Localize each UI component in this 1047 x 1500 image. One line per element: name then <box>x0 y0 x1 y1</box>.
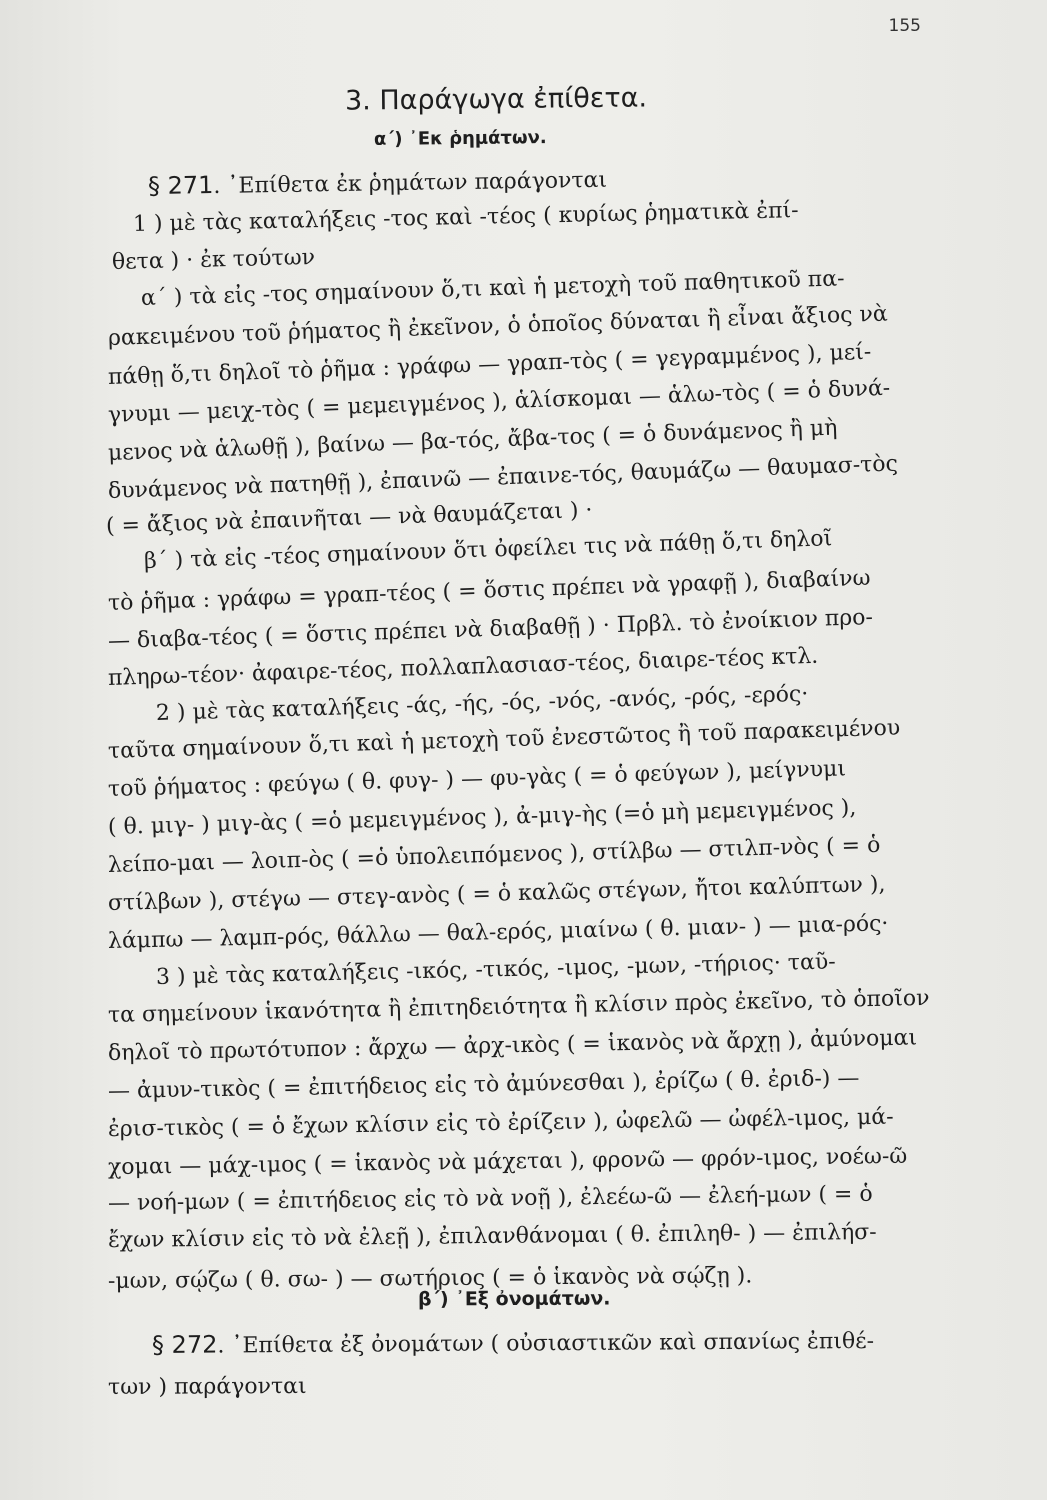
text-line: — νοή-μων ( = ἐπιτήδειος εἰς τὸ νὰ νοῇ ), ἐλεέω-ῶ — ἐλεή-μων ( = ὁ <box>107 1181 873 1216</box>
text-line: ( = ἄξιος νὰ ἐπαινῆται — νὰ θαυμάζεται ) · <box>105 497 593 539</box>
text-line: στίλβων ), στέγω — στεγ-ανὸς ( = ὁ καλῶς στέγων, ἤτοι καλύπτων ), <box>107 872 886 916</box>
subheading-from-nouns: β΄) ᾿Εξ ὀνομάτων. <box>417 1287 611 1311</box>
text-line: 1 ) μὲ τὰς καταλήξεις -τος καὶ -τέος ( κυρίως ῥηματικὰ ἐπί- <box>132 198 799 237</box>
text-line: ταῦτα σημαίνουν ὅ,τι καὶ ἡ μετοχὴ τοῦ ἐνεστῶτος ἢ τοῦ παρακειμένου <box>107 715 901 764</box>
text-line: λείπο-μαι — λοιπ-ὸς ( =ὁ ὑπολειπόμενος ), στίλβω — στιλπ-νὸς ( = ὁ <box>107 832 881 878</box>
text-line: των ) παράγονται <box>107 1373 307 1400</box>
section-number: § 271 <box>147 170 214 200</box>
text-line: τὸ ῥῆμα : γράφω = γραπ-τέος ( = ὅστις πρέπει νὰ γραφῇ ), διαβαίνω <box>107 565 871 616</box>
text-line: α΄ ) τὰ εἰς -τος σημαίνουν ὅ,τι καὶ ἡ μετοχὴ τοῦ παθητικοῦ πα- <box>140 266 845 311</box>
text-line: τοῦ ῥήματος : φεύγω ( θ. φυγ- ) — φυ-γὰς ( = ὁ φεύγων ), μείγνυμι <box>107 756 847 802</box>
text-line: ἔχων κλίσιν εἰς τὸ νὰ ἐλεῇ ), ἐπιλανθάνομαι ( θ. ἐπιληθ- ) — ἐπιλήσ- <box>107 1219 877 1253</box>
text-line: β΄ ) τὰ εἰς -τέος σημαίνουν ὅτι ὀφείλει τις νὰ πάθῃ ὅ,τι δηλοῖ <box>143 526 833 574</box>
text-line: ( θ. μιγ- ) μιγ-ὰς ( =ὁ μεμειγμένος ), ἀ-μιγ-ὴς (=ὁ μὴ μεμειγμένος ), <box>107 795 857 840</box>
text-line: 3 ) μὲ τὰς καταλήξεις -ικός, -τικός, -ιμος, -μων, -τήριος· ταῦ- <box>155 949 836 990</box>
text-line: ἐρισ-τικὸς ( = ὁ ἔχων κλίσιν εἰς τὸ ἐρίζειν ), ὠφελῶ — ὠφέλ-ιμος, μά- <box>107 1104 894 1142</box>
text-line: λάμπω — λαμπ-ρός, θάλλω — θαλ-ερός, μιαίνω ( θ. μιαν- ) — μια-ρός· <box>107 911 889 954</box>
text-line: πληρω-τέον· ἀφαιρε-τέος, πολλαπλασιασ-τέος, διαιρε-τέος κτλ. <box>107 643 819 691</box>
text-line: θετα ) · ἐκ τούτων <box>111 245 316 275</box>
text-line: χομαι — μάχ-ιμος ( = ἱκανὸς νὰ μάχεται ), φρονῶ — φρόν-ιμος, νοέω-ῶ <box>107 1143 908 1180</box>
text-line: γνυμι — μειχ-τὸς ( = μεμειγμένος ), ἁλίσκομαι — ἁλω-τὸς ( = ὁ δυνά- <box>107 375 891 428</box>
text-line: ρακειμένου τοῦ ῥήματος ἢ ἐκεῖνον, ὁ ὁποῖος δύναται ἢ εἶναι ἄξιος νὰ <box>107 301 889 351</box>
text-line: δηλοῖ τὸ πρωτότυπον : ἄρχω — ἀρχ-ικὸς ( = ἱκανὸς νὰ ἄρχῃ ), ἀμύνομαι <box>107 1025 918 1066</box>
text-line: πάθῃ ὅ,τι δηλοῖ τὸ ῥῆμα : γράφω — γραπ-τὸς ( = γεγραμμένος ), μεί- <box>107 339 872 390</box>
text-line: § 272. ᾿Επίθετα ἐξ ὀνομάτων ( οὐσιαστικῶν καὶ σπανίως ἐπιθέ- <box>151 1328 875 1359</box>
text-line: — ἀμυν-τικὸς ( = ἐπιτήδειος εἰς τὸ ἀμύνεσθαι ), ἐρίζω ( θ. ἐριδ-) — <box>107 1065 860 1104</box>
section-number: § 272 <box>151 1330 218 1359</box>
text-line: δυνάμενος νὰ πατηθῇ ), ἐπαινῶ — ἐπαινε-τός, θαυμάζω — θαυμασ-τὸς <box>107 451 899 504</box>
text-line: § 271. ᾿Επίθετα ἐκ ῥημάτων παράγονται <box>147 167 608 200</box>
subheading-from-verbs: α΄) ᾿Εκ ῥημάτων. <box>373 127 547 150</box>
text-line: — διαβα-τέος ( = ὅστις πρέπει νὰ διαβαθῇ ) · Πρβλ. τὸ ἐνοίκιον προ- <box>107 604 874 654</box>
text-line: -μων, σῴζω ( θ. σω- ) — σωτήριος ( = ὁ ἱκανὸς νὰ σῴζῃ ). <box>107 1263 753 1294</box>
main-heading: 3. Παράγωγα ἐπίθετα. <box>344 82 648 117</box>
text-line: τα σημείνουν ἱκανότητα ἢ ἐπιτηδειότητα ἢ κλίσιν πρὸς ἐκεῖνο, τὸ ὁποῖον <box>107 985 930 1028</box>
page-number: 155 <box>888 16 921 36</box>
text-line: 2 ) μὲ τὰς καταλήξεις -άς, -ής, -ός, -νός, -ανός, -ρός, -ερός· <box>155 681 809 726</box>
text-line: μενος νὰ ἁλωθῇ ), βαίνω — βα-τός, ἄβα-τος ( = ὁ δυνάμενος ἢ μὴ <box>107 415 838 466</box>
